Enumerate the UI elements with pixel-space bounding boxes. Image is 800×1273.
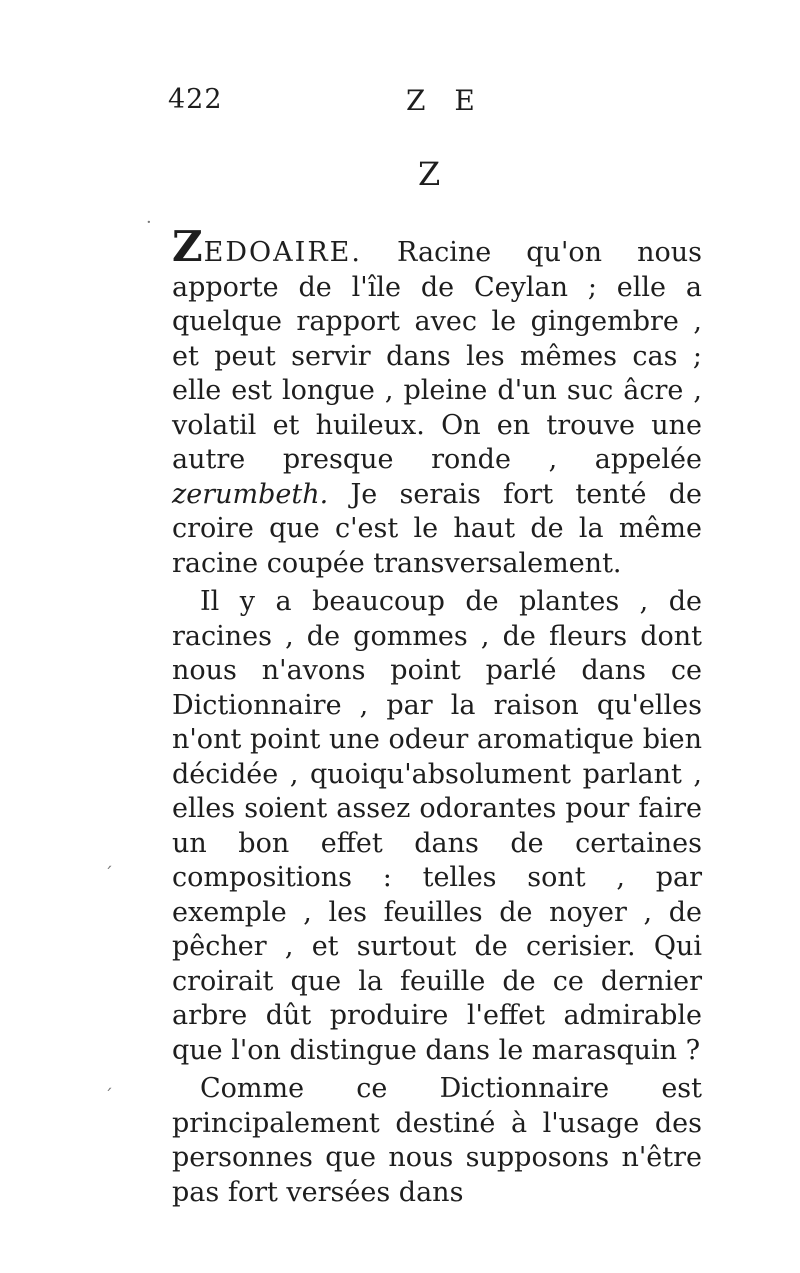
headword: EDOAIRE.: [203, 237, 362, 268]
body-text: [172, 222, 702, 1210]
page-number: 422: [168, 84, 223, 115]
italic-term: zerumbeth.: [172, 478, 329, 510]
paragraph-plantes: Il y a beaucoup de plantes , de racines , de gommes , de fleurs dont nous n'avons point parlé dans ce Dictionnaire , par la raison qu'elles n'ont point une odeur aromatique bien décidée , quoiqu'absolument parlant , elles soient assez odorantes pour faire un bon effet dans de certaines compositions : telles sont , par exemple , les feuilles de noyer , de pêcher , et surtout de cerisier. Qui croirait que la feuille de ce dernier arbre dût produire l'effet admirable que l'on distingue dans le marasquin ?: [172, 586, 702, 1066]
section-letter: Z: [418, 155, 441, 193]
running-head-title: Z E: [406, 84, 485, 117]
paragraph-dictionnaire: Comme ce Dictionnaire est principalement destiné à l'usage des personnes que nous supposons n'être pas fort versées dans: [172, 1073, 702, 1208]
margin-mark: ´: [104, 864, 113, 885]
paragraph-text: Racine qu'on nous apporte de l'île de Ceylan ; elle a quelque rapport avec le gingembre , et peut servir dans les mêmes cas ; elle est longue , pleine d'un suc âcre , volatil et huileux. On en trouve une autre presque ronde , appelée: [172, 237, 702, 475]
margin-mark: ´: [104, 1086, 113, 1107]
drop-cap: Z: [172, 222, 204, 271]
paragraph-text: Je serais fort tenté de croire que c'est le haut de la même racine coupée transversalement.: [172, 478, 702, 579]
margin-mark: ·: [146, 212, 152, 233]
entry-paragraph-zedoaire: [172, 222, 702, 581]
running-head: [0, 84, 800, 124]
